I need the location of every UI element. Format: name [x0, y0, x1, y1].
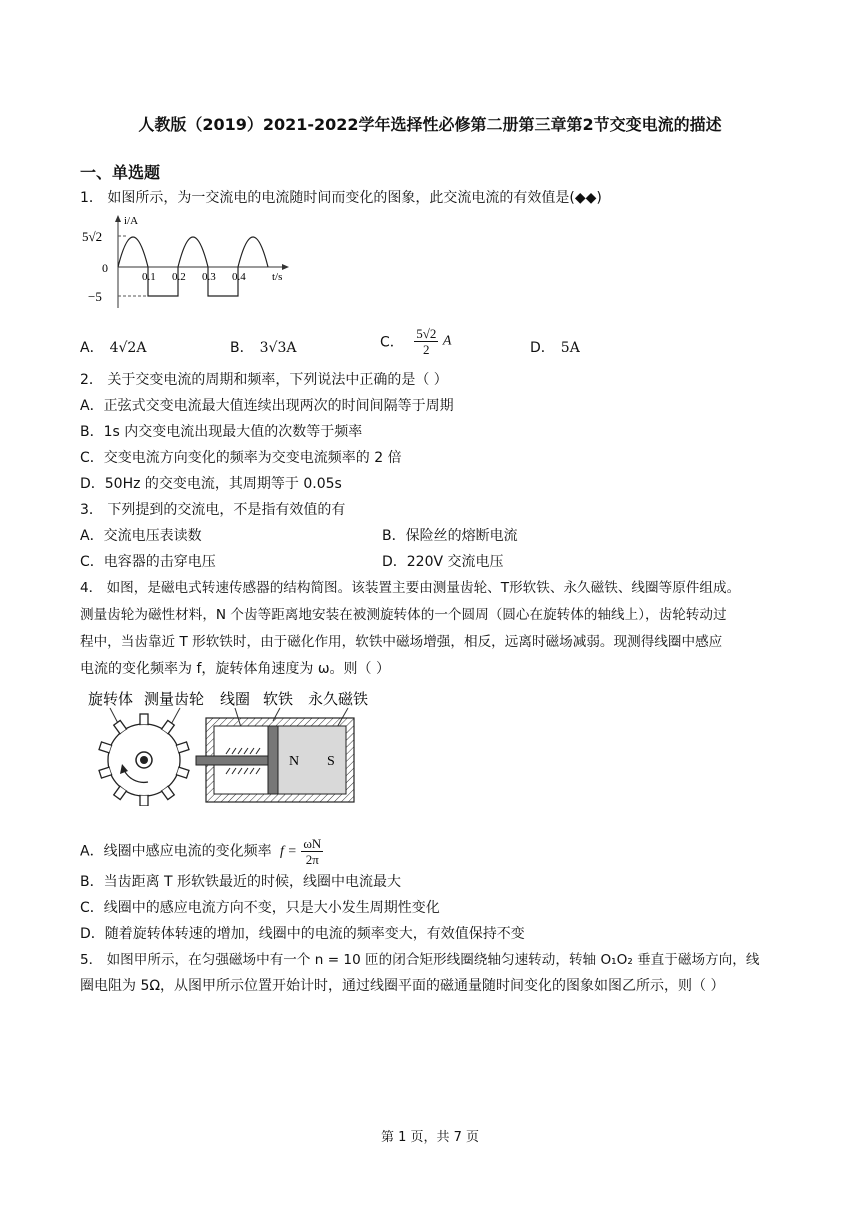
q2-option-a: A．正弦式交变电流最大值连续出现两次的时间间隔等于周期 [80, 398, 454, 414]
q3-option-c: C．电容器的击穿电压 [80, 554, 216, 570]
pole-s: S [327, 754, 335, 769]
x-tick-label: 0.1 [142, 271, 156, 283]
x-tick-label: 0.4 [232, 271, 246, 283]
speed-sensor-diagram [80, 688, 380, 806]
label-magnet: 永久磁铁 [308, 692, 369, 708]
q1-option-c: C． $\frac{5√2}{2}$ A [380, 326, 452, 357]
gear-icon [99, 714, 189, 806]
q4-option-d: D．随着旋转体转速的增加，线圈中的电流的频率变大，有效值保持不变 [80, 926, 525, 942]
question-2-stem: 2． 关于交变电流的周期和频率，下列说法中正确的是（ ） [80, 372, 448, 388]
label-iron: 软铁 [263, 692, 294, 708]
label-gear: 测量齿轮 [144, 692, 205, 708]
q1-option-a: A． 4√2A [80, 340, 147, 356]
page-footer: 第 1 页，共 7 页 [380, 1130, 480, 1145]
question-4-line-3: 程中，当齿靠近 T 形软铁时，由于磁化作用，软铁中磁场增强，相反，远离时磁场减弱。现测得线圈中感应 [80, 634, 723, 650]
x-tick-label: 0.2 [172, 271, 186, 283]
graph-x-arrow [282, 264, 289, 270]
q3-option-d: D．220V 交流电压 [382, 554, 504, 570]
graph-y-arrow [115, 215, 121, 222]
y-tick-bottom: −5 [88, 289, 102, 304]
y-axis-label: i/A [124, 215, 139, 227]
question-4-line-2: 测量齿轮为磁性材料，N 个齿等距离地安装在被测旋转体的一个圆周（圆心在旋转体的轴线上），齿轮转动过 [80, 607, 727, 623]
question-5-line-1: 5． 如图甲所示，在匀强磁场中有一个 n = 10 匝的闭合矩形线圈绕轴匀速转动，转轴 O₁O₂ 垂直于磁场方向，线 [80, 952, 760, 968]
document-title: 人教版（2019）2021-2022学年选择性必修第二册第三章第2节交变电流的描述 [138, 115, 722, 134]
q3-option-b: B．保险丝的熔断电流 [382, 528, 518, 544]
y-tick-top: 5√2 [82, 229, 103, 244]
current-time-graph [80, 212, 300, 312]
question-1-stem: 1． 如图所示，为一交流电的电流随时间而变化的图象，此交流电流的有效值是(◆◆) [80, 190, 602, 206]
question-5-line-2: 圈电阻为 5Ω，从图甲所示位置开始计时，通过线圈平面的磁通量随时间变化的图象如图乙所示，则（ ） [80, 978, 725, 994]
q4-option-a: A．线圈中感应电流的变化频率 f = $\frac{\omega N}{2\pi}$ [80, 836, 322, 867]
question-3-stem: 3． 下列提到的交流电，不是指有效值的有 [80, 502, 346, 518]
q4-option-c: C．线圈中的感应电流方向不变，只是大小发生周期性变化 [80, 900, 440, 916]
q2-option-c: C．交变电流方向变化的频率为交变电流频率的 2 倍 [80, 450, 402, 466]
label-coil: 线圈 [220, 692, 251, 708]
soft-iron [268, 726, 278, 794]
q3-option-a: A．交流电压表读数 [80, 528, 202, 544]
x-tick-label: 0.3 [202, 271, 216, 283]
label-rotor: 旋转体 [88, 692, 134, 708]
sensor-housing [196, 718, 354, 802]
pole-n: N [289, 754, 300, 769]
y-tick-zero: 0 [102, 261, 108, 275]
q1-option-b: B． 3√3A [230, 340, 297, 356]
section-heading: 一、单选题 [80, 163, 161, 182]
q1-option-d: D． 5A [530, 340, 580, 356]
q4-option-b: B．当齿距离 T 形软铁最近的时候，线圈中电流最大 [80, 874, 402, 890]
q2-option-d: D．50Hz 的交变电流，其周期等于 0.05s [80, 476, 342, 492]
question-4-line-1: 4． 如图，是磁电式转速传感器的结构简图。该装置主要由测量齿轮、T形软铁、永久磁铁、线圈等原件组成。 [80, 580, 741, 596]
q2-option-b: B．1s 内交变电流出现最大值的次数等于频率 [80, 424, 363, 440]
x-axis-label: t/s [272, 271, 283, 283]
question-4-line-4: 电流的变化频率为 f，旋转体角速度为 ω。则（ ） [80, 661, 391, 677]
